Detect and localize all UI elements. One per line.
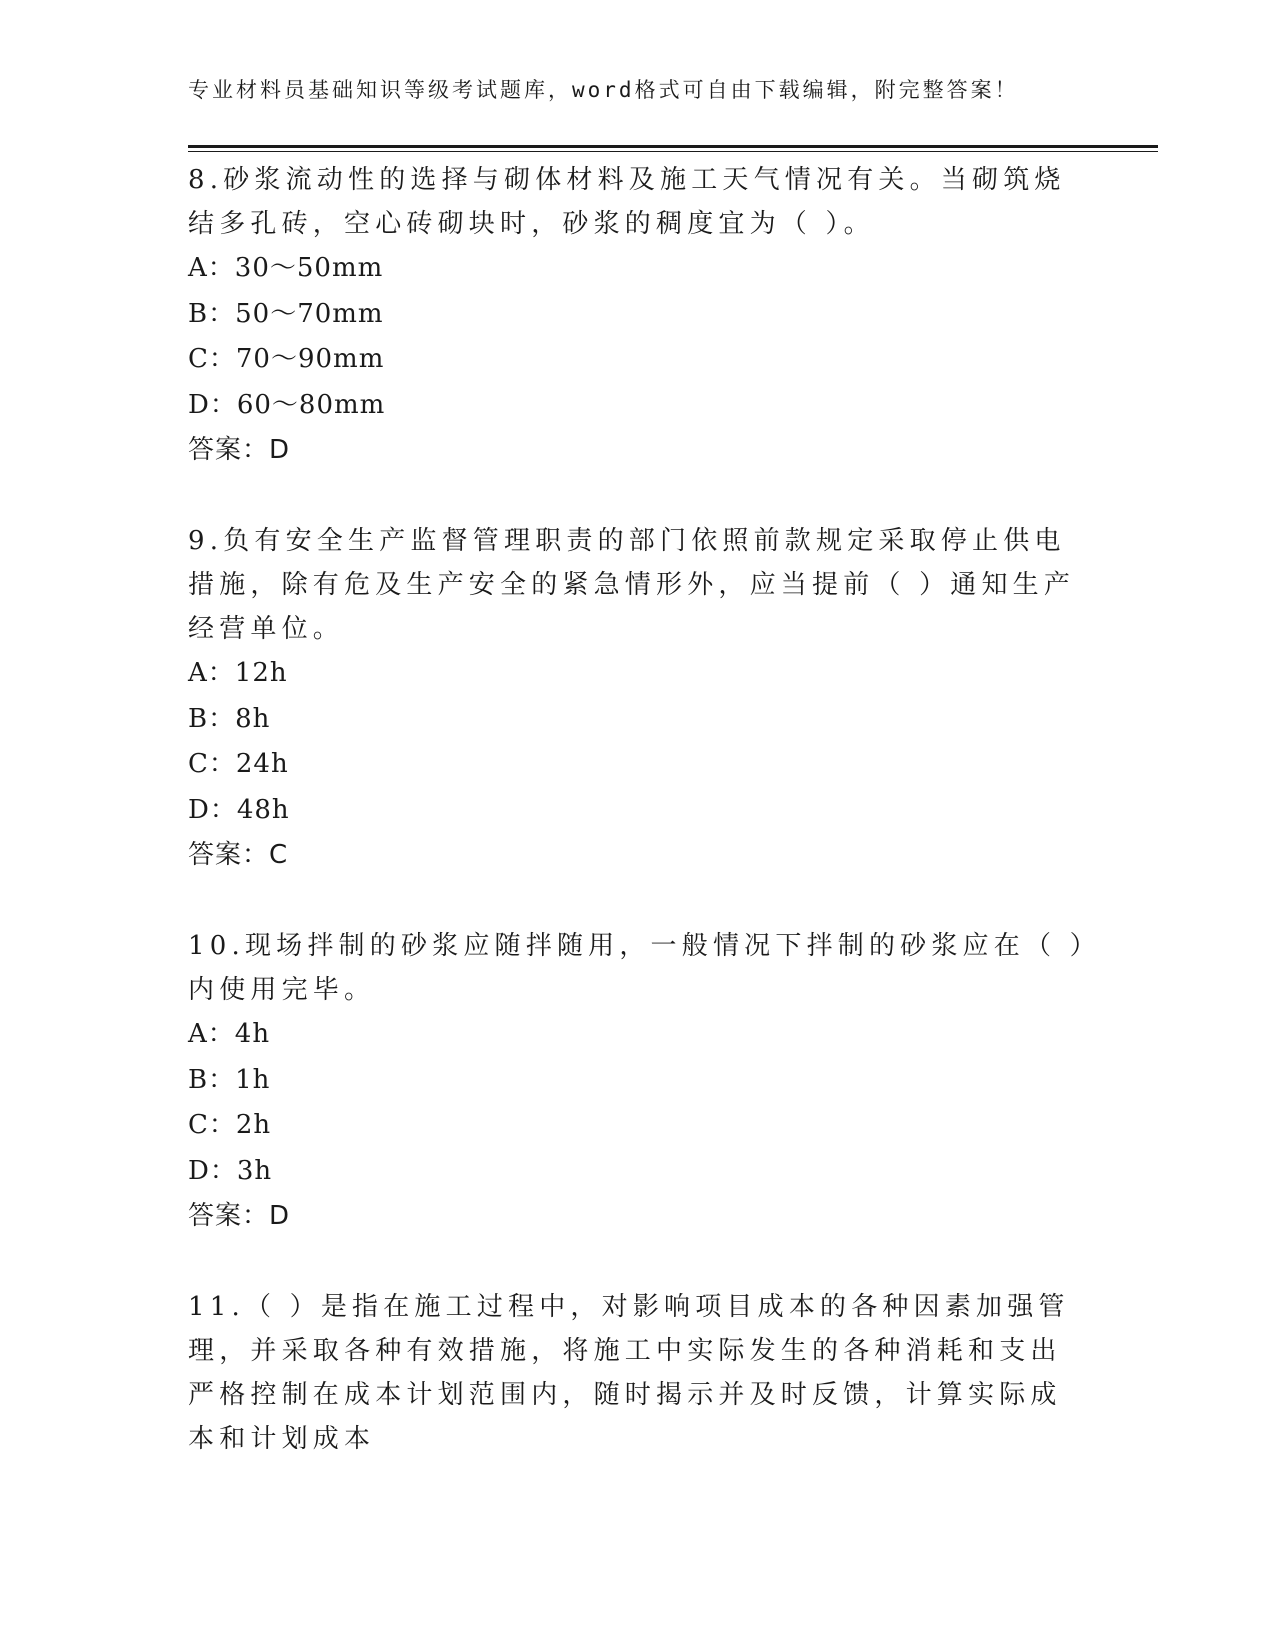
option-c: C：70～90mm	[188, 344, 385, 374]
option-d: D：48h	[188, 794, 290, 825]
question-9	[188, 519, 1088, 878]
option-b: B：50～70mm	[188, 298, 384, 329]
question-8	[188, 158, 1088, 473]
question-10	[188, 924, 1088, 1239]
option-d: D：3h	[188, 1155, 273, 1186]
option-c: C：24h	[188, 749, 289, 779]
option-d: D：60～80mm	[188, 389, 386, 420]
question-stem: 11.（ ）是指在施工过程中，对影响项目成本的各种因素加强管理，并采取各种有效措施，将施工中实际发生的各种消耗和支出严格控制在成本计划范围内，随时揭示并及时反馈，计算实际成本和计划成本	[188, 1292, 1070, 1454]
option-b: B：1h	[188, 1064, 271, 1095]
option-c: C：2h	[188, 1110, 272, 1140]
question-11	[188, 1285, 1088, 1461]
header-divider-thin	[188, 151, 1158, 152]
option-a: A：12h	[188, 658, 288, 688]
option-a: A：30～50mm	[188, 253, 384, 283]
option-a: A：4h	[188, 1019, 271, 1049]
question-stem: 10.现场拌制的砂浆应随拌随用，一般情况下拌制的砂浆应在（ ）内使用完毕。	[188, 931, 1088, 1005]
answer-label: 答案：C	[188, 840, 289, 870]
header-divider-thick	[188, 145, 1158, 148]
question-stem: 8.砂浆流动性的选择与砌体材料及施工天气情况有关。当砌筑烧结多孔砖，空心砖砌块时，砂浆的稠度宜为（ ）。	[188, 165, 1066, 239]
answer-label: 答案：D	[188, 1201, 291, 1231]
question-stem: 9.负有安全生产监督管理职责的部门依照前款规定采取停止供电措施，除有危及生产安全的紧急情形外，应当提前（ ）通知生产经营单位。	[188, 526, 1076, 644]
option-b: B：8h	[188, 703, 271, 734]
answer-label: 答案：D	[188, 435, 291, 465]
page-header: 专业材料员基础知识等级考试题库，word格式可自由下载编辑，附完整答案！	[188, 78, 1019, 102]
question-list	[188, 158, 1088, 1507]
